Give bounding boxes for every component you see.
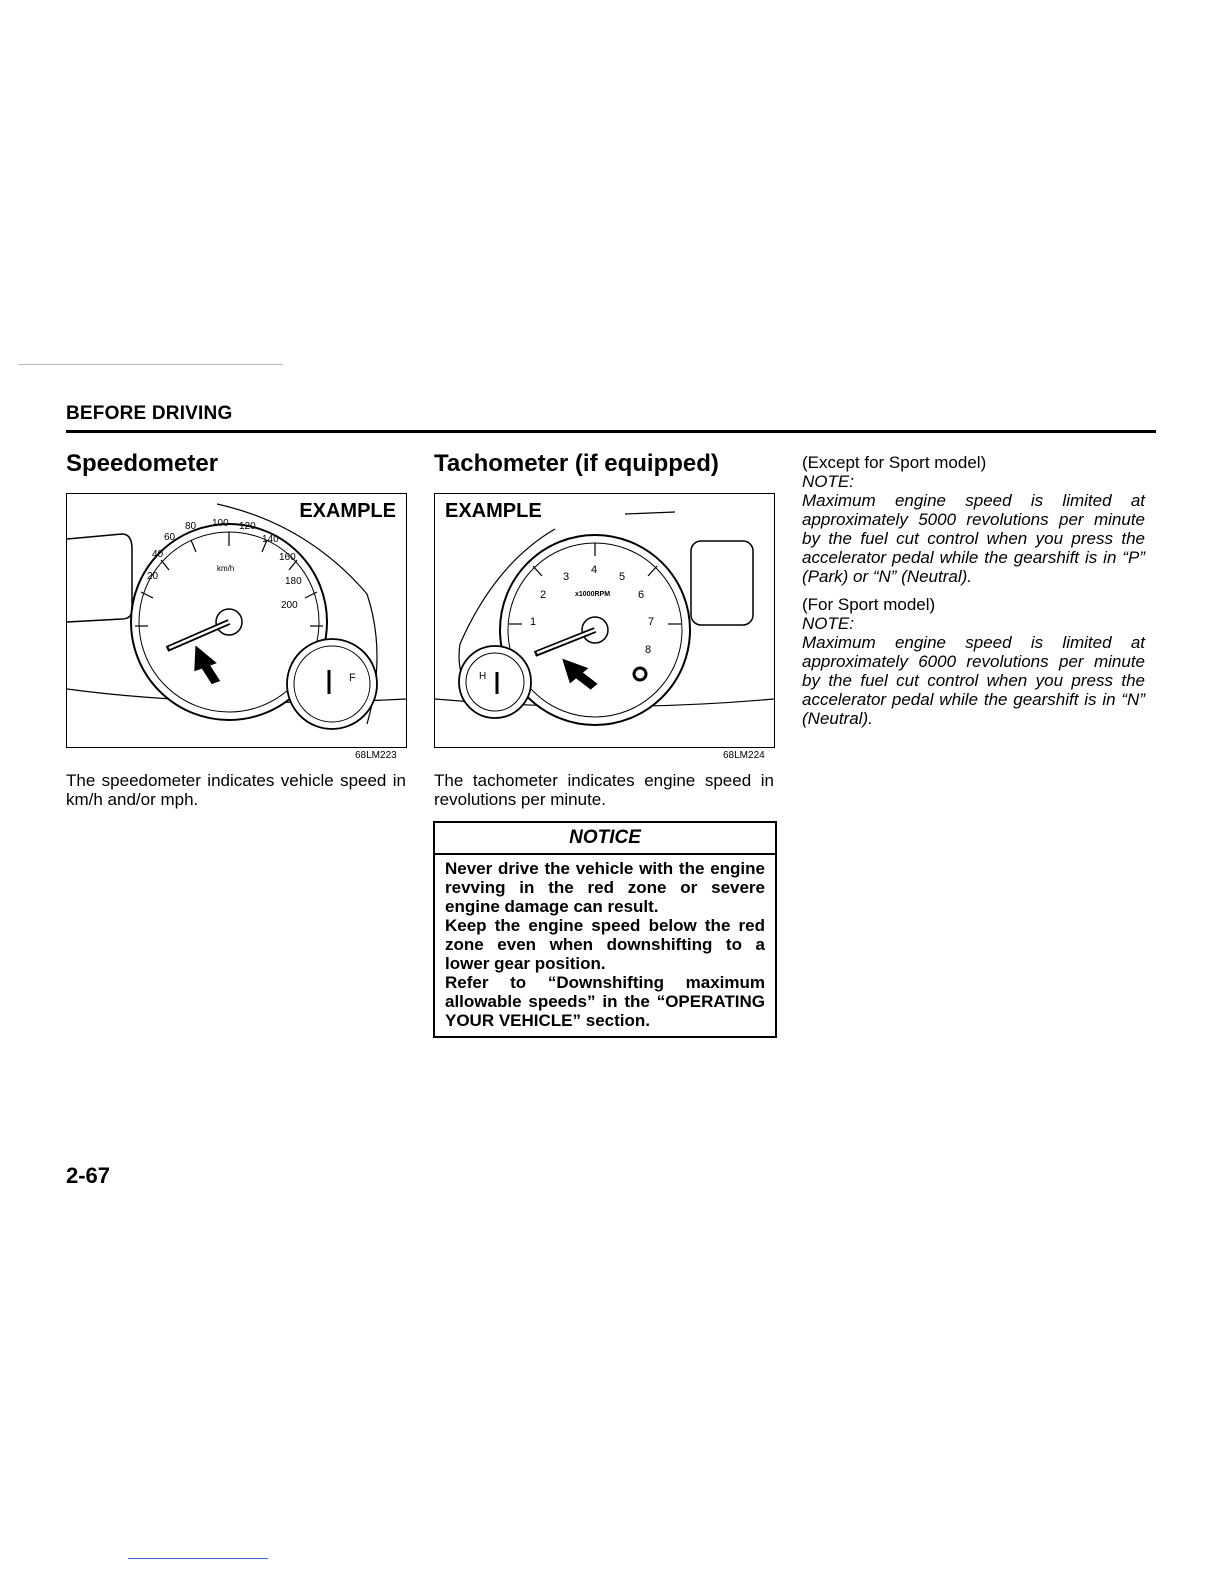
example-tag: EXAMPLE [445, 500, 542, 522]
gauge-tick-label: 80 [185, 521, 197, 532]
gauge-tick-label: 3 [563, 571, 570, 583]
gauge-unit: km/h [217, 564, 235, 573]
figure-code: 68LM223 [355, 750, 397, 761]
notice-title: NOTICE [435, 823, 775, 855]
speedometer-illustration [67, 494, 406, 747]
notes-column [802, 453, 1145, 728]
note-text: Maximum engine speed is limited at approximately 5000 revolutions per minute by the fuel cut control when you press the accelerator pedal while the gearshift is in “P” (Park) or “N” (Neutral). [802, 491, 1145, 586]
gauge-tick-label: 5 [619, 571, 626, 583]
gauge-tick-label: 200 [281, 600, 298, 611]
figure-code: 68LM224 [723, 750, 765, 761]
gauge-tick-label: 20 [147, 571, 159, 582]
tachometer-heading: Tachometer (if equipped) [434, 450, 719, 477]
speedometer-figure [66, 493, 407, 748]
gauge-tick-label: 4 [591, 564, 598, 576]
gauge-tick-label: 8 [645, 644, 652, 656]
scan-edge-line [128, 1558, 268, 1559]
gauge-tick-label: 160 [279, 552, 296, 563]
tachometer-description: The tachometer indicates engine speed in revolutions per minute. [434, 771, 774, 809]
gauge-tick-label: 7 [648, 616, 655, 628]
tachometer-figure [434, 493, 775, 748]
note-model-label: (For Sport model) [802, 595, 936, 614]
gauge-tick-label: 1 [530, 616, 537, 628]
scan-edge-line [18, 364, 283, 365]
page-number: 2-67 [66, 1163, 111, 1188]
note-model-label: (Except for Sport model) [802, 453, 987, 472]
speedometer-description: The speedometer indicates vehicle speed in km/h and/or mph. [66, 771, 406, 809]
notice-line: Refer to “Downshifting maximum allowable speeds” in the “OPERATING YOUR VEHICLE” section. [445, 973, 765, 1030]
notice-text [445, 859, 765, 1030]
note-label: NOTE: [802, 472, 854, 491]
note-label: NOTE: [802, 614, 854, 633]
gauge-tick-label: 2 [540, 589, 547, 601]
gauge-tick-label: 60 [164, 532, 176, 543]
notice-box [433, 821, 777, 1038]
tachometer-illustration [435, 494, 774, 747]
gauge-unit: x1000RPM [575, 591, 611, 598]
header-rule [66, 430, 1156, 433]
gauge-tick-label: 100 [212, 518, 229, 529]
gauge-tick-label: 40 [152, 549, 164, 560]
note-text: Maximum engine speed is limited at approximately 6000 revolutions per minute by the fuel cut control when you press the accelerator pedal while the gearshift is in “N” (Neutral). [802, 633, 1145, 728]
example-tag: EXAMPLE [299, 500, 396, 522]
speedometer-heading: Speedometer [66, 450, 219, 477]
gauge-tick-label: 120 [239, 521, 256, 532]
notice-line: Keep the engine speed below the red zone even when downshifting to a lower gear position. [445, 916, 765, 973]
notice-line: Never drive the vehicle with the engine revving in the red zone or severe engine damage can result. [445, 859, 765, 916]
section-header: BEFORE DRIVING [66, 403, 233, 424]
svg-text:F: F [349, 672, 356, 684]
gauge-tick-label: 6 [638, 589, 645, 601]
svg-text:H: H [479, 671, 487, 682]
gauge-tick-label: 140 [262, 534, 279, 545]
gauge-tick-label: 180 [285, 576, 302, 587]
